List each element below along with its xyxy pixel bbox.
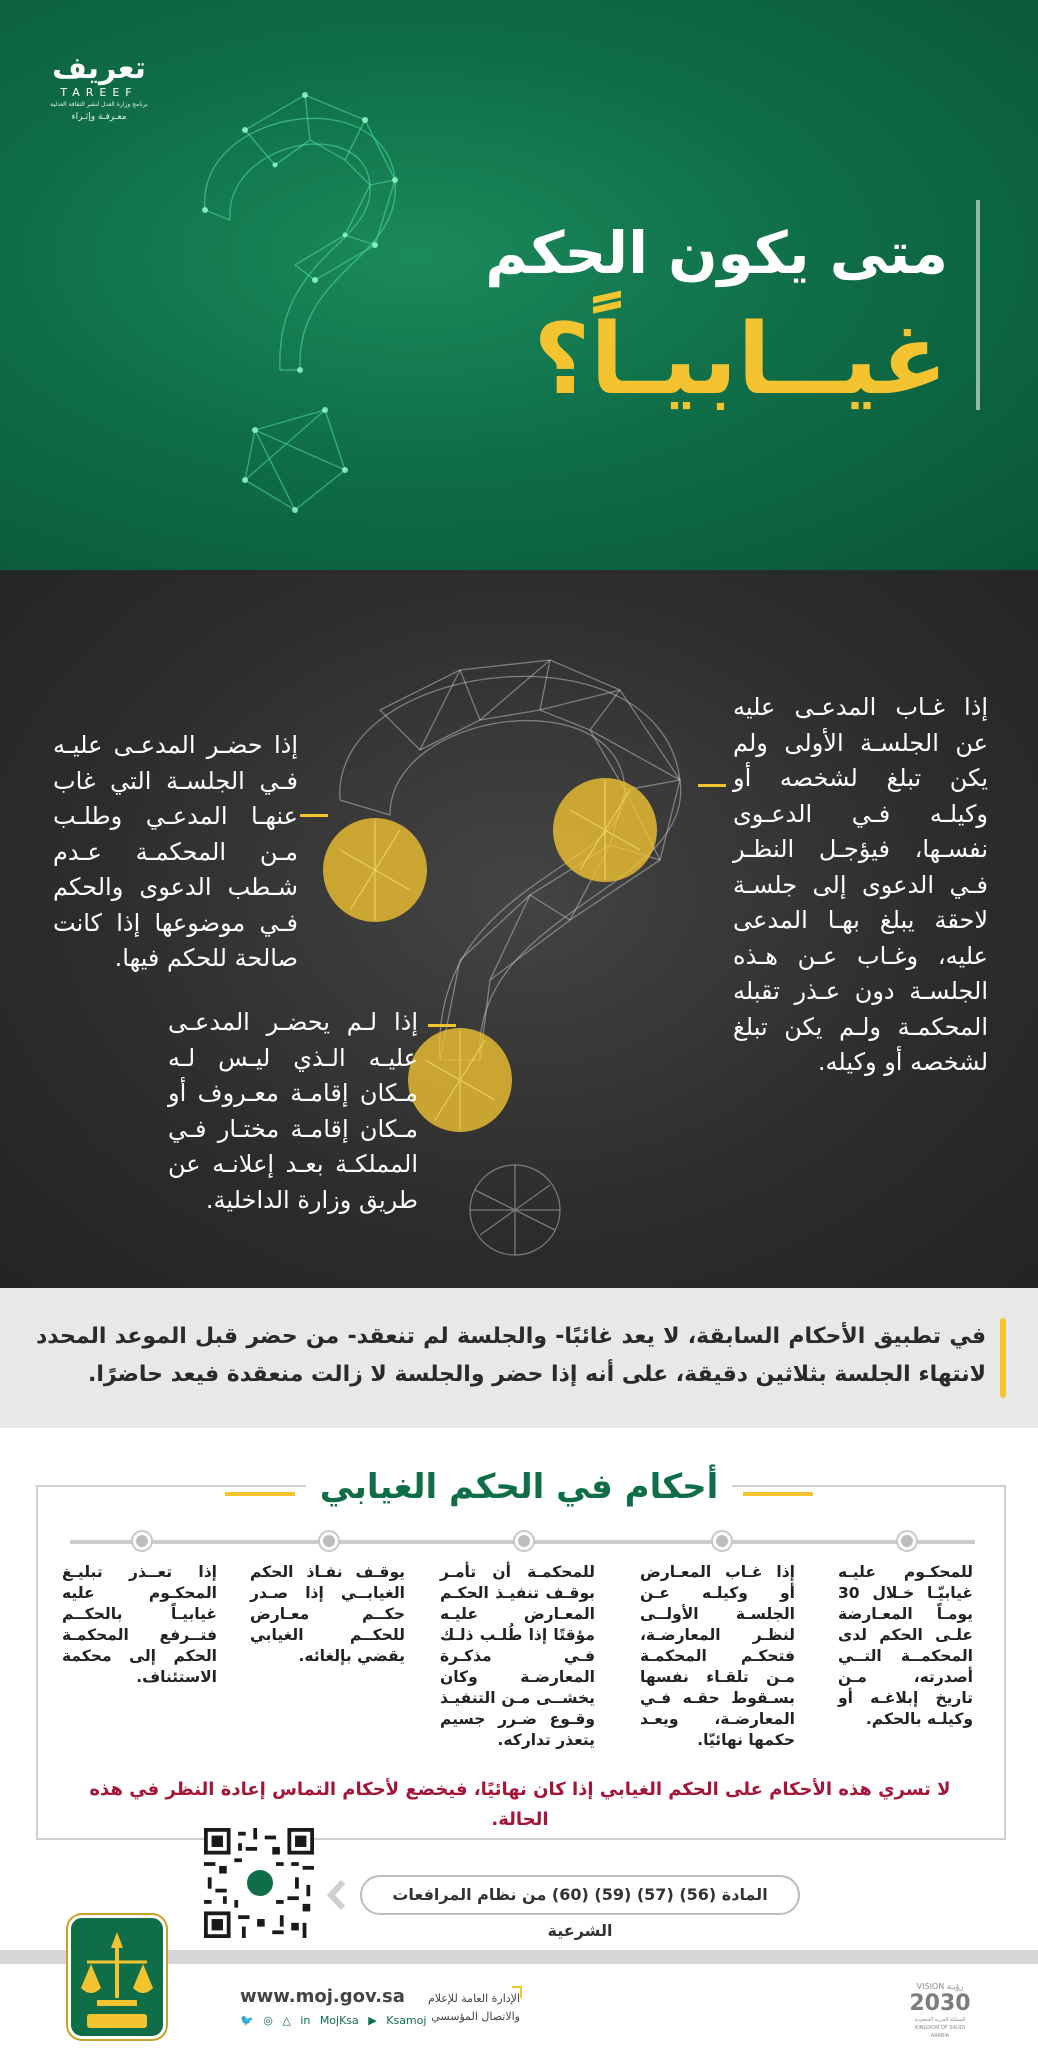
vision-2030-logo	[905, 1982, 975, 2040]
youtube-icon[interactable]: ▶	[368, 2014, 377, 2027]
ministry-of-justice-logo	[68, 1915, 166, 2039]
timeline-dot-3	[515, 1532, 533, 1550]
dept-line-1: الإدارة العامة للإعلام	[427, 1992, 520, 2005]
vision-label: VISION رؤيـة	[916, 1982, 964, 1991]
timeline-dot-4	[320, 1532, 338, 1550]
website-link[interactable]: www.moj.gov.sa	[240, 1986, 405, 2007]
chevron-left-icon	[325, 1880, 353, 1910]
media-department	[410, 1990, 520, 2026]
rule-5-text: إذا تعــذر تبليـغ المحكـوم عليه غيابيـاً بالحكــم فتــرفع المحكمـة الحكم إلى محكمة الاستئناف.	[62, 1563, 217, 1686]
snapchat-icon[interactable]: △	[282, 2014, 291, 2027]
rules-warning: لا تسري هذه الأحكام على الحكم الغيابي إذا كان نهائيًا، فيخضع لأحكام التماس إعادة النظر في هذه الحالة.	[89, 1779, 951, 1830]
scales-of-justice-icon	[71, 1918, 163, 2036]
handle-mojksa[interactable]: MojKsa	[319, 2014, 359, 2027]
legal-reference: المادة (56) (57) (59) (60) من نظام المرافعات الشرعية	[360, 1875, 800, 1915]
rule-2-text: إذا غـاب المعـارض أو وكيلـه عـن الجلسـة الأولــى لنظـر المعارضـة، فتحكـم المحكمـة مـن تلقـاء نفسها بسـقوط حقـه فـي المعارضـة، ويعـد حكمها نهائيّا.	[640, 1563, 795, 1749]
instagram-icon[interactable]: ◎	[263, 2014, 273, 2027]
rule-3-text: للمحكمـة أن تأمـر بوقـف تنفيـذ الحكـم المعـارض عليـه مؤقتًا إذا طُلـب ذلـك فـي مذكـرة المعارضـة وكان يخشــى مـن التنفيـذ وقـوع ضـرر جسيم يتعذر تداركه.	[440, 1563, 595, 1749]
title-dash-right	[743, 1492, 813, 1496]
case-3-connector	[428, 1024, 456, 1027]
handle-ksamoj[interactable]: Ksamoj	[386, 2014, 427, 2027]
timeline-dot-1	[898, 1532, 916, 1550]
brand-name-ar: تعريف	[52, 51, 146, 86]
rule-4-text: يوقـف نفـاذ الحكم الغيابــي إذا صـدر حكــم معـارض للحكــم الغيابي يقضي بإلغائه.	[250, 1563, 405, 1665]
note-text: في تطبيق الأحكام السابقة، لا يعد غائبًا- والجلسة لم تنعقد- من حضر قبل الموعد المحدد لانتهاء الجلسة بثلاثين دقيقة، على أنه إذا حضر والجلسة لا زالت منعقدة فيعد حاضرًا.	[36, 1324, 986, 1387]
vision-country: المملكة العربية السعودية KINGDOM OF SAUDI ARABIA	[914, 2017, 966, 2039]
timeline-dot-5	[133, 1532, 151, 1550]
dept-line-2: والاتصال المؤسسي	[431, 2010, 520, 2023]
case-3-text: إذا لـم يحضـر المدعـى عليـه الـذي ليـس لـه مـكان إقامـة معـروف أو مـكان إقامـة مختـار فـي المملكـة بعـد إعلانـه عن طريق وزارة الداخلية.	[168, 1008, 418, 1214]
brand-sub-tagline: معـرفـة وإثـراء	[71, 112, 127, 122]
case-2-connector	[300, 814, 328, 817]
brand-tagline: برنامج وزارة العدل لنشر الثقافة العدلية	[50, 101, 148, 108]
title-divider	[976, 200, 980, 410]
brand-name-en: TAREEF	[60, 86, 138, 99]
page-title-highlight: غيــابيـاً؟	[533, 303, 948, 417]
question-mark-network-icon	[185, 70, 415, 540]
page-title: متى يكون الحكم	[485, 219, 948, 287]
vision-year: 2030	[909, 1991, 971, 2016]
case-1-text: إذا غـاب المدعـى عليه عن الجلسـة الأولى ولم يكن تبلغ لشخصه أو وكيلـه فـي الدعـوى نفسـها، فيؤجـل النظـر فـي الدعوى إلى جلسـة لاحقة يبلغ بهـا المدعى عليه، وغـاب عـن هـذه الجلسـة دون عـذر تقبله المحكمـة ولـم يكن تبلغ لشخصه أو وكيله.	[733, 693, 988, 1076]
title-dash-left	[225, 1492, 295, 1496]
note-accent-bar	[1000, 1318, 1006, 1398]
rules-title: أحكام في الحكم الغيابي	[306, 1462, 733, 1512]
moj-qr-logo-icon	[245, 1868, 275, 1898]
twitter-icon[interactable]: 🐦	[240, 2014, 254, 2027]
cases-section	[0, 570, 1038, 1288]
social-links	[240, 2014, 432, 2027]
hero-section	[0, 0, 1038, 570]
rule-1-text: للمحكـوم عليـه غيابيّـا خـلال 30 يومـاً المعـارضة علـى الحكم لدى المحكمــة التــي أصدرته، مـن تاريخ إبلاغـه أو وكيلـه بالحكم.	[838, 1563, 973, 1728]
rules-title-wrap	[0, 1462, 1038, 1512]
tareef-logo	[44, 52, 154, 124]
case-2-text: إذا حضـر المدعـى عليـه فـي الجلسـة التي غاب عنهـا المدعـي وطلـب مـن المحكمـة عـدم شـطب الدعوى والحكم فـي موضوعها إذا كانت صالحة للحكم فيها.	[53, 731, 298, 972]
note-section	[0, 1288, 1038, 1428]
timeline-dot-2	[713, 1532, 731, 1550]
case-1-connector	[698, 784, 726, 787]
linkedin-icon[interactable]: in	[300, 2014, 311, 2027]
